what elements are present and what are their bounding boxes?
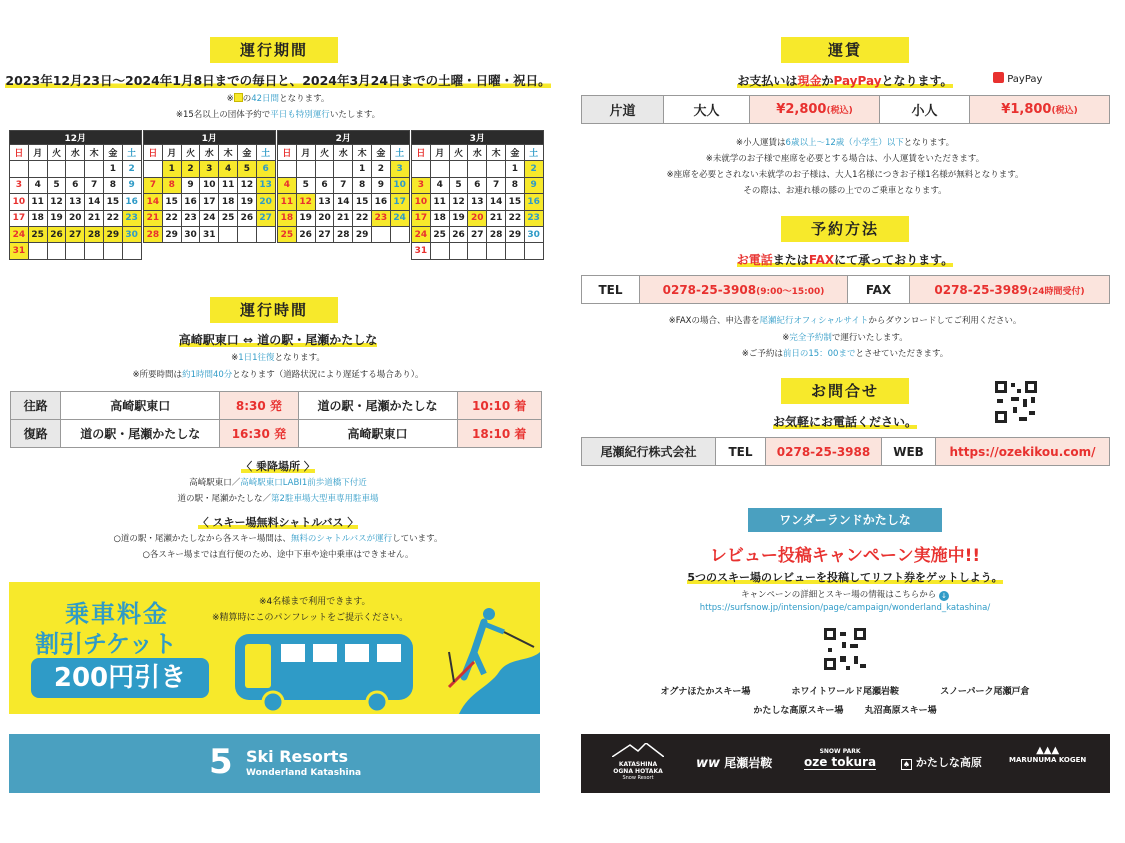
calendar-day: 21 xyxy=(487,210,506,226)
contact-lead: お気軽にお電話ください。 xyxy=(772,415,917,429)
calendar-day: 24 xyxy=(200,210,219,226)
month-name: 3月 xyxy=(412,131,544,145)
qr-code-icon xyxy=(993,379,1039,425)
calendar-day: 29 xyxy=(162,226,181,242)
period-note2: ※15名以上の団体予約で平日も特別運行いたします。 xyxy=(175,110,381,120)
calendar-day: 9 xyxy=(371,177,390,193)
reserve-table xyxy=(581,275,1110,304)
weekday-label: 金 xyxy=(237,145,256,161)
calendar-day: 5 xyxy=(47,177,66,193)
weekday-label: 水 xyxy=(200,145,219,161)
weekday-label: 月 xyxy=(28,145,47,161)
calendar-day: 1 xyxy=(103,161,122,177)
calendar-day xyxy=(144,161,163,177)
five-ski-resorts-banner xyxy=(9,734,540,793)
calendar-day: 21 xyxy=(334,210,353,226)
calendar-day xyxy=(487,161,506,177)
weekday-label: 日 xyxy=(412,145,431,161)
calendar-day: 22 xyxy=(353,210,372,226)
calendar-day: 14 xyxy=(334,194,353,210)
calendar-day xyxy=(468,161,487,177)
period-main: 2023年12月23日〜2024年1月8日までの毎日と、2024年3月24日までの土曜・日曜・祝日。 xyxy=(5,73,551,88)
ticket-title-2: 割引チケット xyxy=(35,630,177,658)
resort-logos-bar xyxy=(581,734,1110,793)
calendar-day: 26 xyxy=(47,226,66,242)
calendar-day: 19 xyxy=(296,210,315,226)
calendar-day: 14 xyxy=(85,194,104,210)
calendar-day: 3 xyxy=(10,177,29,193)
logo-marunuma-kogen: ▲▲▲ MARUNUMA KOGEN xyxy=(1009,745,1087,764)
adult-label: 大人 xyxy=(664,96,750,124)
calendar-day: 13 xyxy=(256,177,275,193)
schedule-table xyxy=(10,391,542,448)
ticket-discount: 200円引き xyxy=(31,658,209,698)
calendar-day: 22 xyxy=(103,210,122,226)
calendar-day: 22 xyxy=(162,210,181,226)
weekday-label: 日 xyxy=(278,145,297,161)
reserve-note-2: ※完全予約制で運行いたします。 xyxy=(782,333,908,343)
mountains-icon: ▲▲▲ xyxy=(1036,745,1060,756)
weekday-label: 水 xyxy=(334,145,353,161)
calendar-day: 8 xyxy=(103,177,122,193)
calendar-day: 25 xyxy=(430,226,449,242)
calendar-day: 16 xyxy=(122,194,141,210)
calendar-day: 9 xyxy=(122,177,141,193)
calendar-day: 18 xyxy=(278,210,297,226)
reserve-lead: お電話またはFAXにて承っております。 xyxy=(736,253,954,267)
calendar-day: 17 xyxy=(10,210,29,226)
weekday-label: 日 xyxy=(144,145,163,161)
calendar-day: 12 xyxy=(449,194,468,210)
calendar-day: 13 xyxy=(468,194,487,210)
calendar-day: 25 xyxy=(219,210,238,226)
payment-line: お支払いは現金かPayPayとなります。 xyxy=(737,74,953,88)
calendar-day: 5 xyxy=(296,177,315,193)
weekday-label: 土 xyxy=(256,145,275,161)
calendar-day: 3 xyxy=(200,161,219,177)
calendar-day: 17 xyxy=(200,194,219,210)
calendar-day: 25 xyxy=(278,226,297,242)
from-cell: 道の駅・尾瀬かたしな xyxy=(61,420,220,448)
calendar-day xyxy=(85,161,104,177)
weekday-label: 木 xyxy=(85,145,104,161)
calendar-day xyxy=(219,226,238,242)
calendar-day xyxy=(122,243,141,259)
arrival-cell: 10:10 着 xyxy=(457,392,542,420)
calendar-day: 4 xyxy=(278,177,297,193)
calendar-day: 20 xyxy=(468,210,487,226)
calendar-day xyxy=(524,243,543,259)
campaign-tag: ワンダーランドかたしな xyxy=(748,508,942,532)
stop-line-2: 道の駅・尾瀬かたしな／第2駐車場大型車専用駐車場 xyxy=(177,494,379,504)
calendar-day xyxy=(468,243,487,259)
calendar-day: 23 xyxy=(371,210,390,226)
ticket-title-1: 乗車料金 xyxy=(65,600,169,628)
calendar-day: 7 xyxy=(144,177,163,193)
calendar-day xyxy=(430,243,449,259)
calendar-day: 6 xyxy=(315,177,334,193)
calendar-day: 16 xyxy=(371,194,390,210)
calendar-day xyxy=(390,226,409,242)
calendar-day: 24 xyxy=(390,210,409,226)
fare-heading: 運賃 xyxy=(781,37,909,63)
calendar-day xyxy=(296,161,315,177)
calendar-day xyxy=(28,161,47,177)
calendar-day: 17 xyxy=(390,194,409,210)
calendar-day: 27 xyxy=(256,210,275,226)
calendar-day: 5 xyxy=(237,161,256,177)
ticket-note-2: ※精算時にこのパンフレットをご提示ください。 xyxy=(212,613,409,623)
calendar-day: 26 xyxy=(296,226,315,242)
calendar-day: 4 xyxy=(430,177,449,193)
web-label: WEB xyxy=(882,438,936,466)
calendar-day: 15 xyxy=(505,194,524,210)
calendar-day xyxy=(505,243,524,259)
bus-icon xyxy=(231,622,421,712)
mountain-icon xyxy=(612,743,664,757)
calendar-day: 15 xyxy=(162,194,181,210)
fare-note-4: その際は、お連れ様の膝の上でのご乗車となります。 xyxy=(743,186,947,196)
calendar-day: 26 xyxy=(449,226,468,242)
yellow-square-icon xyxy=(234,93,243,102)
calendar-day: 19 xyxy=(237,194,256,210)
fare-type: 片道 xyxy=(582,96,664,124)
calendar-day: 8 xyxy=(353,177,372,193)
calendar-day: 9 xyxy=(524,177,543,193)
fare-note-1: ※小人運賃は6歳以上〜12歳（小学生）以下となります。 xyxy=(735,138,955,148)
calendar-day: 26 xyxy=(237,210,256,226)
month-name: 2月 xyxy=(278,131,410,145)
company-name: 尾瀬紀行株式会社 xyxy=(582,438,716,466)
weekday-label: 土 xyxy=(390,145,409,161)
table-row xyxy=(11,420,542,448)
period-heading: 運行期間 xyxy=(210,37,338,63)
calendar-day: 7 xyxy=(487,177,506,193)
calendar-day: 29 xyxy=(505,226,524,242)
banner-number: 5 xyxy=(209,742,233,782)
calendar-day: 24 xyxy=(412,226,431,242)
contact-table xyxy=(581,437,1110,466)
hours-heading: 運行時間 xyxy=(210,297,338,323)
calendar-day xyxy=(449,243,468,259)
route: 高崎駅東口 ⇔ 道の駅・尾瀬かたしな xyxy=(178,333,378,347)
calendar-day xyxy=(28,243,47,259)
calendar-day: 21 xyxy=(85,210,104,226)
weekday-label: 月 xyxy=(162,145,181,161)
weekday-label: 土 xyxy=(524,145,543,161)
calendar-day xyxy=(85,243,104,259)
weekday-label: 日 xyxy=(10,145,29,161)
campaign-qr-code-icon xyxy=(822,626,868,672)
weekday-label: 木 xyxy=(219,145,238,161)
calendar-day: 30 xyxy=(181,226,200,242)
table-row xyxy=(582,438,1110,466)
weekday-label: 火 xyxy=(315,145,334,161)
calendar-day: 31 xyxy=(412,243,431,259)
table-row xyxy=(582,276,1110,304)
calendar-day: 3 xyxy=(390,161,409,177)
calendar-day: 25 xyxy=(28,226,47,242)
calendar-1 xyxy=(9,130,142,260)
table-row xyxy=(11,392,542,420)
calendar-day: 29 xyxy=(353,226,372,242)
shuttle-heading: 〈 スキー場無料シャトルバス 〉 xyxy=(197,516,359,529)
logo-oze-tokura: SNOW PARK oze tokura xyxy=(804,748,877,769)
calendar-day: 11 xyxy=(28,194,47,210)
banner-subtitle: Wonderland Katashina xyxy=(246,768,362,778)
calendar-day: 20 xyxy=(315,210,334,226)
calendar-day xyxy=(487,243,506,259)
calendar-day: 30 xyxy=(524,226,543,242)
calendar-day xyxy=(449,161,468,177)
resort-name: オグナほたかスキー場 xyxy=(660,687,751,697)
calendar-day: 1 xyxy=(162,161,181,177)
calendar-day: 12 xyxy=(237,177,256,193)
month-name: 1月 xyxy=(144,131,276,145)
banner-title: Ski Resorts xyxy=(246,747,348,766)
calendar-day: 1 xyxy=(505,161,524,177)
weekday-label: 月 xyxy=(430,145,449,161)
calendar-2 xyxy=(143,130,276,243)
weekday-label: 木 xyxy=(353,145,372,161)
calendar-day: 4 xyxy=(28,177,47,193)
reserve-note-3: ※ご予約は前日の15：00までとさせていただきます。 xyxy=(741,349,949,359)
resort-name: ホワイトワールド尾瀬岩鞍 xyxy=(791,687,900,697)
from-cell: 高崎駅東口 xyxy=(61,392,220,420)
contact-tel[interactable]: 0278-25-3988 xyxy=(766,438,882,466)
calendar-day: 23 xyxy=(524,210,543,226)
calendar-day: 22 xyxy=(505,210,524,226)
weekday-label: 金 xyxy=(505,145,524,161)
calendar-day: 8 xyxy=(505,177,524,193)
calendar-day: 6 xyxy=(66,177,85,193)
calendar-day: 12 xyxy=(47,194,66,210)
calendar-day: 14 xyxy=(144,194,163,210)
campaign-url[interactable]: https://surfsnow.jp/intension/page/campaign/wonderland_katashina/ xyxy=(699,603,991,613)
direction-cell: 復路 xyxy=(11,420,61,448)
calendar-day: 20 xyxy=(66,210,85,226)
calendar-day: 15 xyxy=(103,194,122,210)
calendar-day xyxy=(256,226,275,242)
stops-heading: 〈 乗降場所 〉 xyxy=(241,460,315,473)
calendar-day: 7 xyxy=(334,177,353,193)
campaign-subtitle: 5つのスキー場のレビューを投稿してリフト券をゲットしよう。 xyxy=(687,571,1003,584)
calendar-day xyxy=(315,161,334,177)
direction-cell: 往路 xyxy=(11,392,61,420)
calendar-day: 18 xyxy=(219,194,238,210)
calendar-day: 11 xyxy=(278,194,297,210)
calendar-day: 28 xyxy=(334,226,353,242)
logo-ogna-hotaka: KATASHINA OGNA HOTAKA Snow Resort xyxy=(603,742,673,781)
resort-name: かたしな高原スキー場 xyxy=(753,706,844,716)
calendar-day: 19 xyxy=(449,210,468,226)
departure-cell: 8:30 発 xyxy=(220,392,298,420)
weekday-label: 金 xyxy=(371,145,390,161)
calendar-day: 27 xyxy=(315,226,334,242)
campaign-title: レビュー投稿キャンペーン実施中!! xyxy=(709,546,981,566)
fax-number[interactable]: 0278-25-3989(24時間受付) xyxy=(910,276,1110,304)
calendar-day: 19 xyxy=(47,210,66,226)
calendar-4 xyxy=(411,130,544,260)
calendar-day xyxy=(66,243,85,259)
ticket-note-1: ※4名様まで利用できます。 xyxy=(259,597,371,607)
calendar-day xyxy=(371,226,390,242)
calendar-day: 2 xyxy=(122,161,141,177)
reserve-heading: 予約方法 xyxy=(781,216,909,242)
calendar-day: 28 xyxy=(487,226,506,242)
calendar-day: 17 xyxy=(412,210,431,226)
calendar-day: 28 xyxy=(85,226,104,242)
calendar-day: 27 xyxy=(66,226,85,242)
calendar-3 xyxy=(277,130,410,243)
fare-note-2: ※未就学のお子様で座席を必要とする場合は、小人運賃をいただきます。 xyxy=(705,154,985,164)
weekday-label: 火 xyxy=(181,145,200,161)
calendar-day: 16 xyxy=(524,194,543,210)
calendar-day xyxy=(47,161,66,177)
download-arrow-icon: ↓ xyxy=(939,591,949,601)
weekday-label: 火 xyxy=(47,145,66,161)
calendar-day: 6 xyxy=(256,161,275,177)
to-cell: 道の駅・尾瀬かたしな xyxy=(298,392,457,420)
calendar-day xyxy=(278,161,297,177)
departure-cell: 16:30 発 xyxy=(220,420,298,448)
paypay-logo: PayPay xyxy=(993,72,1042,85)
calendar-day: 11 xyxy=(219,177,238,193)
calendar-day: 2 xyxy=(524,161,543,177)
reserve-note-1: ※FAXの場合、申込書を尾瀬紀行オフィシャルサイトからダウンロードしてご利用ください。 xyxy=(668,316,1022,326)
calendar-day: 11 xyxy=(430,194,449,210)
calendar-day xyxy=(412,161,431,177)
calendar-day xyxy=(334,161,353,177)
calendar-day: 15 xyxy=(353,194,372,210)
calendar-day: 16 xyxy=(181,194,200,210)
weekday-label: 金 xyxy=(103,145,122,161)
calendar-day: 10 xyxy=(390,177,409,193)
calendar-day xyxy=(66,161,85,177)
calendar-day: 2 xyxy=(371,161,390,177)
calendar-day: 13 xyxy=(315,194,334,210)
resort-list-2 xyxy=(580,703,1110,716)
period-note1: ※ の42日間となります。 xyxy=(226,94,330,104)
tel-number[interactable]: 0278-25-3908(9:00〜15:00) xyxy=(640,276,848,304)
calendar-day: 28 xyxy=(144,226,163,242)
child-label: 小人 xyxy=(880,96,970,124)
arrival-cell: 18:10 着 xyxy=(457,420,542,448)
calendar-day: 8 xyxy=(162,177,181,193)
calendar-day: 5 xyxy=(449,177,468,193)
calendar-day xyxy=(103,243,122,259)
campaign-detail: キャンペーンの詳細とスキー場の情報はこちらから ↓ xyxy=(580,588,1110,601)
fare-table xyxy=(581,95,1110,124)
table-row xyxy=(582,96,1110,124)
calendar-day xyxy=(47,243,66,259)
hours-note2: ※所要時間は約1時間40分となります（道路状況により遅延する場合あり）。 xyxy=(132,370,424,380)
calendar-day: 29 xyxy=(103,226,122,242)
calendar-day: 7 xyxy=(85,177,104,193)
calendar-day: 18 xyxy=(28,210,47,226)
adult-price: ¥2,800(税込) xyxy=(750,96,880,124)
weekday-label: 月 xyxy=(296,145,315,161)
weekday-label: 水 xyxy=(468,145,487,161)
weekday-label: 木 xyxy=(487,145,506,161)
weekday-label: 土 xyxy=(122,145,141,161)
fare-note-3: ※座席を必要とされない未就学のお子様は、大人1名様につきお子様1名様が無料となります。 xyxy=(666,170,1024,180)
calendar-day xyxy=(237,226,256,242)
calendar-day: 4 xyxy=(219,161,238,177)
shuttle-line-2: ○各スキー場までは直行便のため、途中下車や途中乗車はできません。 xyxy=(142,550,414,560)
calendar-day: 10 xyxy=(200,177,219,193)
paypay-icon xyxy=(993,72,1004,83)
calendar-day: 24 xyxy=(10,226,29,242)
skier-icon xyxy=(429,602,540,714)
calendar-day: 10 xyxy=(10,194,29,210)
calendar-day xyxy=(10,161,29,177)
calendar-day: 21 xyxy=(144,210,163,226)
calendar-day: 6 xyxy=(468,177,487,193)
resort-name: スノーパーク尾瀬戸倉 xyxy=(940,687,1030,697)
calendar-day: 12 xyxy=(296,194,315,210)
calendar-day xyxy=(430,161,449,177)
logo-katashina-kogen: ♠ かたしな高原 xyxy=(902,756,982,769)
stop-line-1: 高崎駅東口／高崎駅東口LABI1前歩道橋下付近 xyxy=(189,478,367,488)
resort-list-1 xyxy=(580,684,1110,697)
calendar-day: 3 xyxy=(412,177,431,193)
calendar-day: 31 xyxy=(10,243,29,259)
calendar-day: 23 xyxy=(122,210,141,226)
logo-oze-iwakura: ww 尾瀬岩鞍 xyxy=(696,756,773,771)
weekday-label: 火 xyxy=(449,145,468,161)
calendar-day: 14 xyxy=(487,194,506,210)
shuttle-line-1: ○道の駅・尾瀬かたしなから各スキー場間は、無料のシャトルバスが運行しています。 xyxy=(113,534,443,544)
month-name: 12月 xyxy=(10,131,142,145)
calendar-day: 31 xyxy=(200,226,219,242)
calendar-day: 20 xyxy=(256,194,275,210)
calendar-day: 13 xyxy=(66,194,85,210)
calendar-day: 10 xyxy=(412,194,431,210)
weekday-label: 水 xyxy=(66,145,85,161)
discount-ticket xyxy=(9,582,540,714)
tree-icon: ♠ xyxy=(902,760,911,769)
web-link[interactable]: https://ozekikou.com/ xyxy=(936,438,1110,466)
calendar-day: 9 xyxy=(181,177,200,193)
contact-heading: お問合せ xyxy=(781,378,909,404)
calendar-day: 23 xyxy=(181,210,200,226)
contact-tel-label: TEL xyxy=(716,438,766,466)
calendar-day: 2 xyxy=(181,161,200,177)
calendar-day: 18 xyxy=(430,210,449,226)
child-price: ¥1,800(税込) xyxy=(970,96,1110,124)
to-cell: 高崎駅東口 xyxy=(298,420,457,448)
tel-label: TEL xyxy=(582,276,640,304)
hours-note1: ※1日1往復となります。 xyxy=(231,353,325,363)
calendar-day: 1 xyxy=(353,161,372,177)
calendar-day: 27 xyxy=(468,226,487,242)
ww-icon: ww xyxy=(696,756,721,771)
resort-name: 丸沼高原スキー場 xyxy=(864,706,937,716)
calendar-day: 30 xyxy=(122,226,141,242)
fax-label: FAX xyxy=(848,276,910,304)
